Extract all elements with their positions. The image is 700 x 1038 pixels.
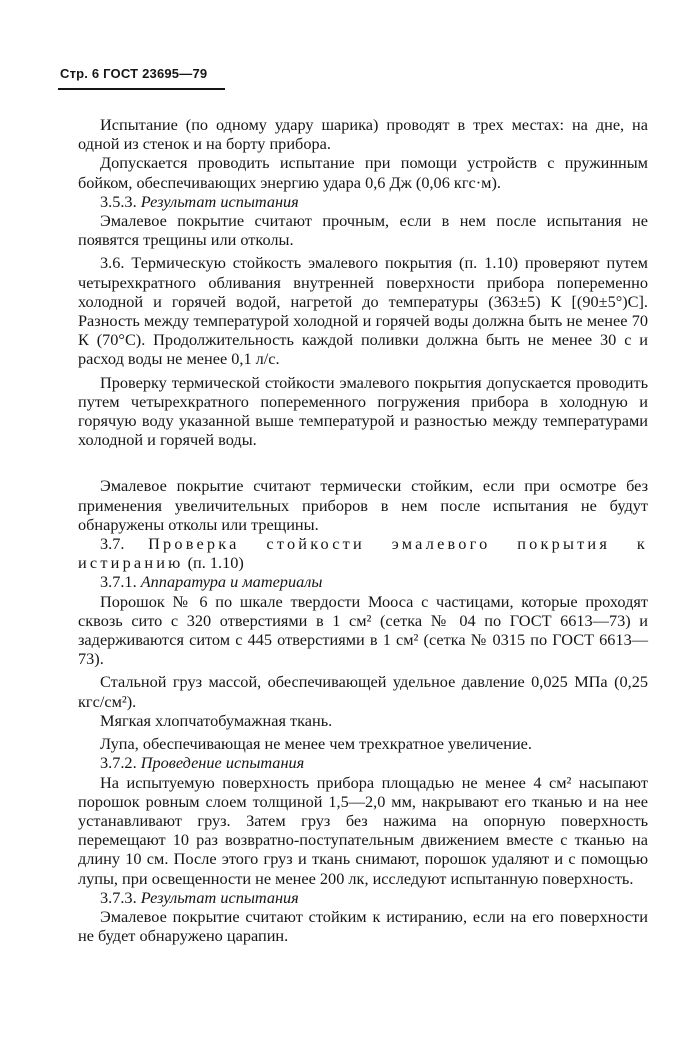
- paragraph-abrasion-procedure: На испытуемую поверхность прибора площадью не менее 4 см² насыпают порошок ровным слоем толщиной 1,5—2,0 мм, накрывают его тканью и на нее устанавливают груз. Затем груз без нажима на опорную поверхность перемещают 10 раз возвратно-поступательным движением вместе с тканью на длину 10 см. После этого груз и ткань снимают, порошок удаляют и с помощью лупы, при освещенности не менее 200 лк, исследуют испытанную поверхность.: [78, 772, 648, 888]
- heading-3-7-1: [78, 572, 648, 591]
- page-header: Стр. 6 ГОСТ 23695—79: [60, 66, 208, 81]
- heading-3-7-3: [78, 888, 648, 907]
- header-rule: [58, 88, 225, 90]
- document-body: [78, 115, 648, 945]
- heading-3-7-reference: (п. 1.10): [187, 553, 244, 573]
- paragraph-ball-impact: Испытание (по одному удару шарика) проводят в трех местах: на дне, на одной из стенок и на борту прибора.: [78, 115, 648, 154]
- heading-3-7-2-title: Проведение испытания: [140, 753, 305, 773]
- heading-3-7-number: 3.7.: [100, 534, 125, 554]
- heading-3-7-3-title: Результат испытания: [140, 887, 299, 907]
- heading-3-7-2-number: 3.7.2.: [100, 753, 137, 773]
- heading-3-7-2: [78, 753, 648, 772]
- paragraph-spring-device: Допускается проводить испытание при помощи устройств с пружинным бойком, обеспечивающих энергию удара 0,6 Дж (0,06 кгс·м).: [78, 153, 648, 192]
- heading-3-7-1-title: Аппаратура и материалы: [140, 572, 323, 592]
- heading-3-7-title: Проверка стойкости эмалевого покрытия к истиранию: [78, 534, 648, 573]
- paragraph-strength-result: Эмалевое покрытие считают прочным, если в нем после испытания не появятся трещины или отколы.: [78, 211, 648, 250]
- paragraph-abrasion-result: Эмалевое покрытие считают стойким к истиранию, если на его поверхности не будет обнаружено царапин.: [78, 906, 648, 946]
- paragraph-immersion-test: Проверку термической стойкости эмалевого покрытия допускается проводить путем четырехкратного попеременного погружения прибора в холодную и горячую воду указанной выше температурой и разностью между температурами холодной и горячей воды.: [78, 372, 648, 450]
- paragraph-thermal-result: Эмалевое покрытие считают термически стойким, если при осмотре без применения увеличительных приборов в нем после испытания не будут обнаружены отколы или трещины.: [78, 476, 648, 534]
- heading-3-7-1-number: 3.7.1.: [100, 572, 137, 592]
- heading-3-7-3-number: 3.7.3.: [100, 887, 137, 907]
- paragraph-steel-weight: Стальной груз массой, обеспечивающей удельное давление 0,025 МПа (0,25 кгс/см²).: [78, 672, 648, 711]
- paragraph-cloth: Мягкая хлопчатобумажная ткань.: [100, 710, 333, 730]
- paragraph-magnifier: Лупа, обеспечивающая не менее чем трехкратное увеличение.: [100, 734, 532, 754]
- paragraph-powder: Порошок № 6 по шкале твердости Мооса с частицами, которые проходят сквозь сито с 320 отверстиями в 1 см² (сетка № 04 по ГОСТ 6613—73) и задерживаются ситом с 445 отверстиями в 1 см² (сетка № 0315 по ГОСТ 6613—73).: [78, 591, 648, 669]
- heading-3-5-3-title: Результат испытания: [140, 191, 299, 211]
- heading-3-7: [78, 534, 648, 572]
- paragraph-thermal-test: 3.6. Термическую стойкость эмалевого покрытия (п. 1.10) проверяют путем четырехкратного обливания внутренней поверхности прибора попеременно холодной и горячей водой, нагретой до температуры (363±5) К [(90±5°)С]. Разность между температурой холодной и горячей воды должна быть не менее 70 К (70°С). Продолжительность каждой поливки должна быть не менее 30 с и расход воды не менее 0,1 л/с.: [78, 253, 648, 369]
- heading-3-5-3-number: 3.5.3.: [100, 191, 137, 211]
- heading-3-5-3: [78, 192, 648, 211]
